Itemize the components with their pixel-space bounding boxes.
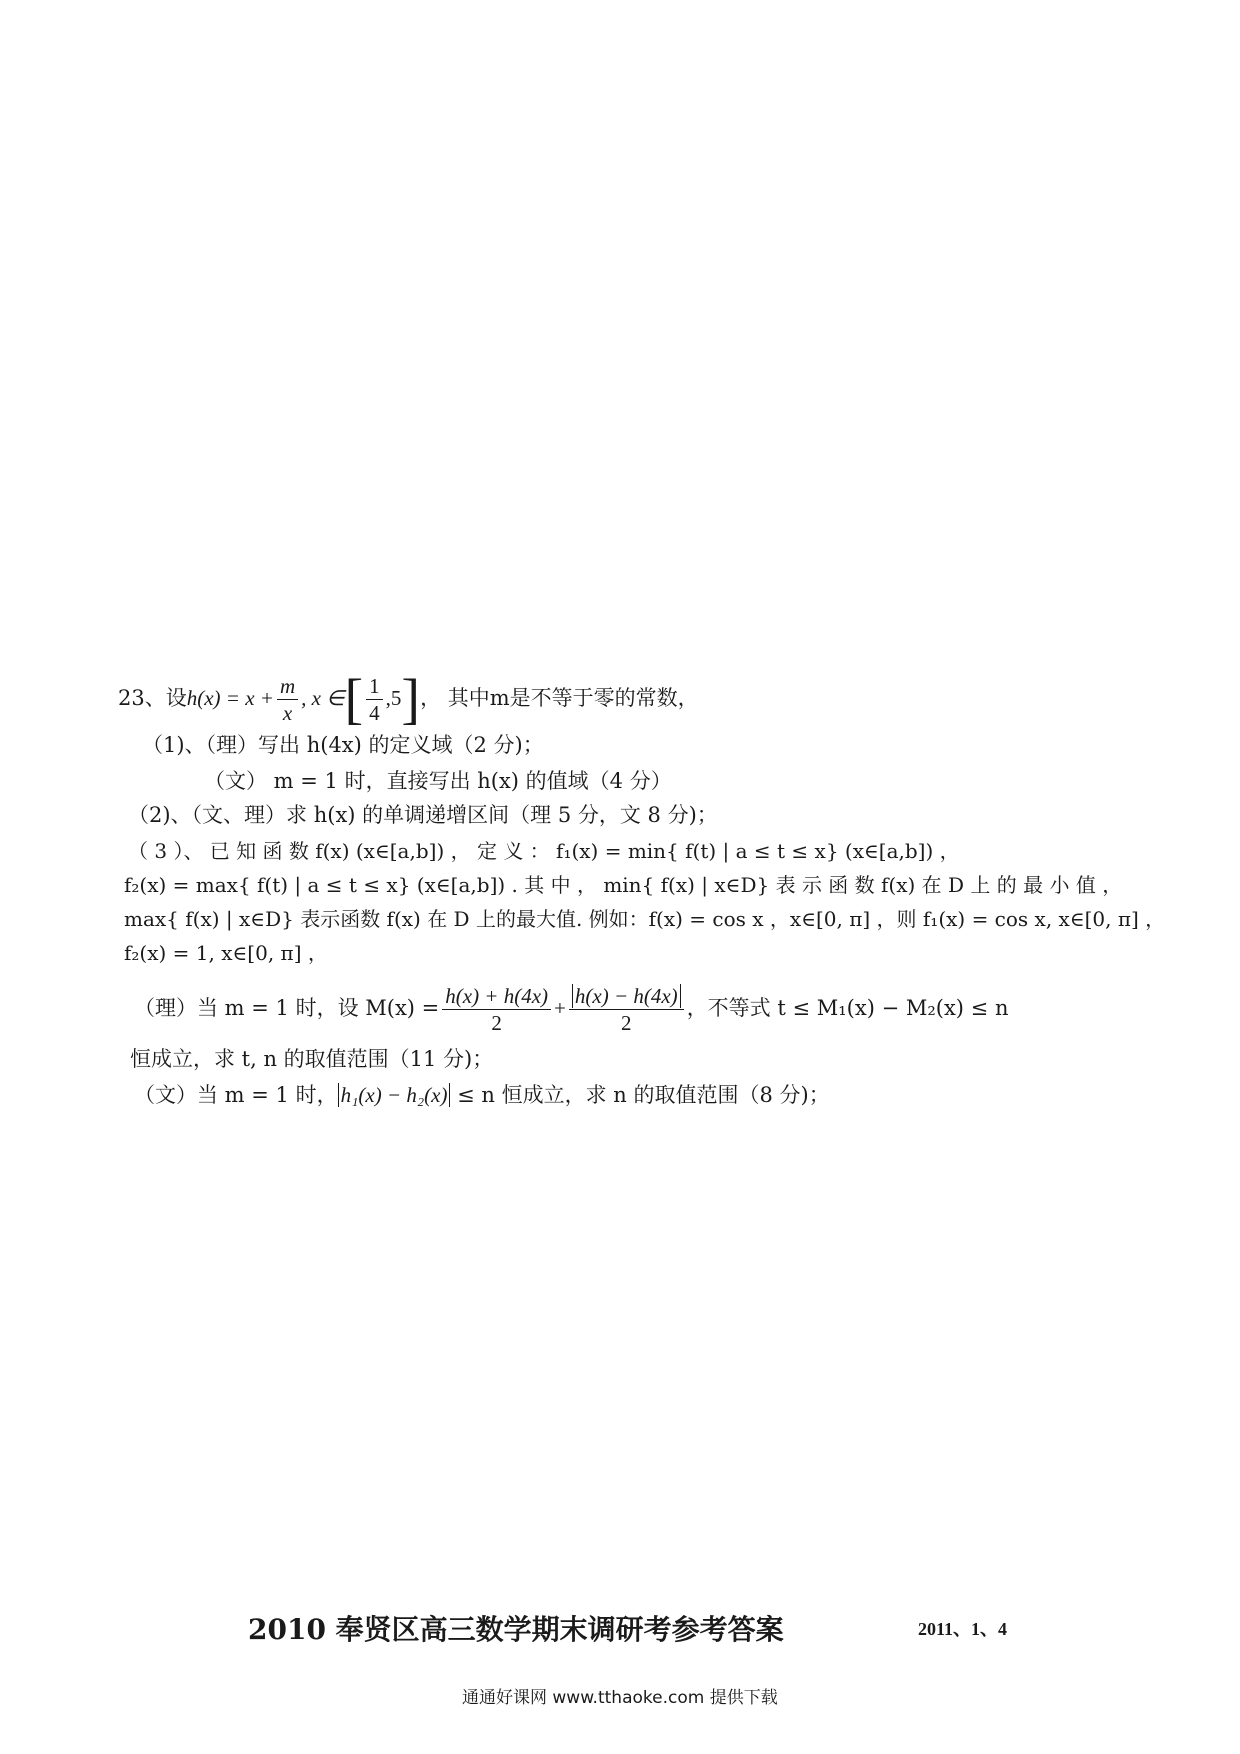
part-3-line-2: f₂(x) = max{ f(t) | a ≤ t ≤ x} (x∈[a,b]) . 其 中 ， min{ f(x) | x∈D} 表 示 函 数 f(x) 在 D 上 的 最 小 值 ， <box>124 873 1123 897</box>
right-bracket: ] <box>401 668 421 731</box>
answer-title: 2010 奉贤区高三数学期末调研考参考答案 <box>248 1613 784 1646</box>
part-1-li: （1)、（理）写出 h(4x) 的定义域（2 分)； <box>142 733 544 757</box>
constant-note: ， 其中m是不等于零的常数， <box>420 686 699 710</box>
fraction-one-quarter: $\frac{1}{4}$ <box>366 673 383 726</box>
part-3-line-3: max{ f(x) | x∈D} 表示函数 f(x) 在 D 上的最大值. 例如：f(x) = cos x ，x∈[0, π] ，则 f₁(x) = cos x, x∈[0, π] ， <box>124 907 1166 931</box>
part-3-li <box>134 978 1008 1038</box>
part-1-wen: （文） m = 1 时，直接写出 h(x) 的值域（4 分） <box>204 769 672 793</box>
interval-end: ,5 <box>385 686 402 710</box>
part-3-li-line-2: 恒成立，求 t, n 的取值范围（11 分)； <box>130 1047 494 1071</box>
problem-number: 23、设 <box>118 686 187 710</box>
li-inequality: ，不等式 t ≤ M₁(x) − M₂(x) ≤ n <box>686 996 1009 1020</box>
problem-statement <box>118 668 699 730</box>
wen-abs-expression: h₁(x) − h₂(x) <box>338 1083 451 1107</box>
fraction-m-over-x: $\frac{m}{x}$ <box>277 673 298 726</box>
footer-source: 通通好课网 www.tthaoke.com 提供下载 <box>462 1688 778 1708</box>
part-3-wen <box>134 1080 830 1110</box>
fraction-abs-diff-half: $\frac{h(x) - h(4x)}{2}$ <box>569 983 684 1036</box>
plus-sign: + <box>554 996 566 1020</box>
answer-date: 2011、1、4 <box>918 1619 1008 1639</box>
domain-prefix: , x ∈ <box>301 686 345 710</box>
part-3-line-4: f₂(x) = 1, x∈[0, π] ， <box>124 941 328 965</box>
li-prefix: （理）当 m = 1 时，设 M(x) = <box>134 996 440 1020</box>
part-3-line-1: （ 3 ）、 已 知 函 数 f(x) (x∈[a,b]) ， 定 义 ： f₁(x) = min{ f(t) | a ≤ t ≤ x} (x∈[a,b]) ， <box>128 839 960 863</box>
fraction-sum-half: $\frac{h(x) + h(4x)}{2}$ <box>442 983 551 1036</box>
left-bracket: [ <box>344 668 364 731</box>
part-2: （2)、（文、理）求 h(x) 的单调递增区间（理 5 分，文 8 分)； <box>128 803 718 827</box>
wen-prefix: （文）当 m = 1 时， <box>134 1083 338 1107</box>
wen-suffix: ≤ n 恒成立，求 n 的取值范围（8 分)； <box>457 1083 830 1107</box>
function-definition-lhs: h(x) = x + <box>186 686 274 710</box>
